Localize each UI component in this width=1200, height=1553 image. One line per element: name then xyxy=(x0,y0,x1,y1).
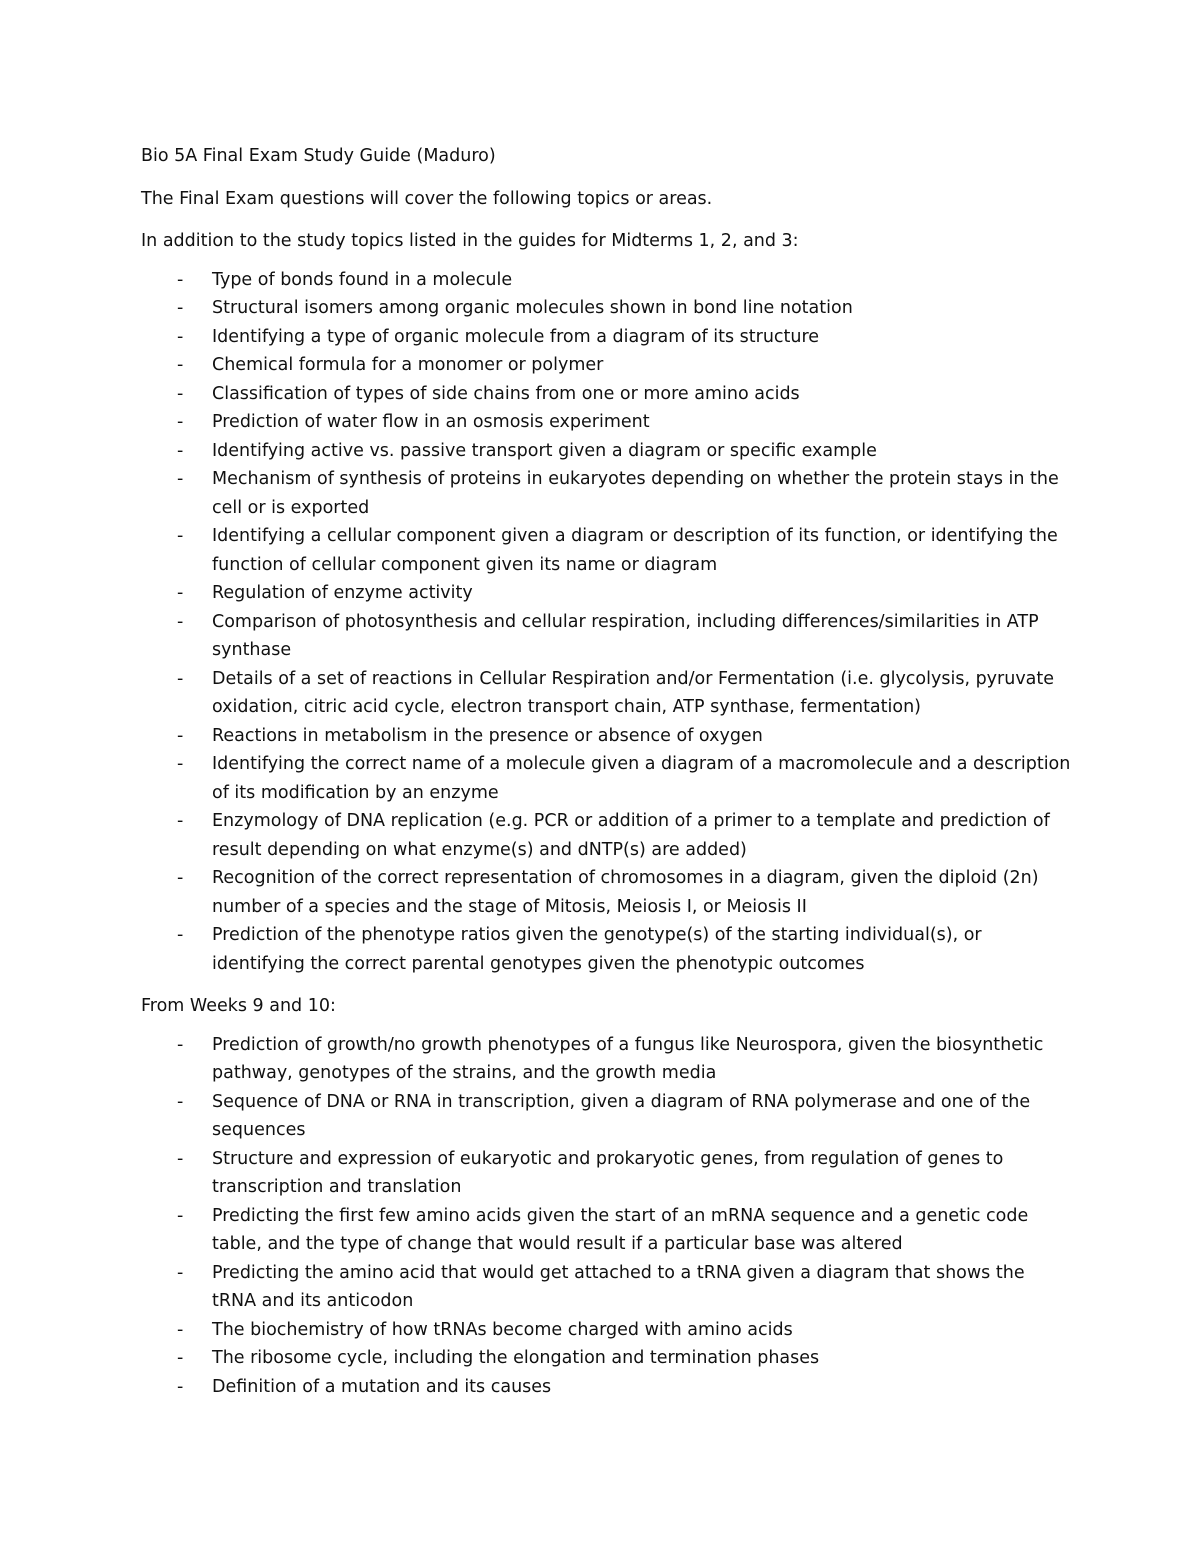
list-item xyxy=(141,437,1071,466)
list-item-text: Enzymology of DNA replication (e.g. PCR or addition of a primer to a template and prediction of result depending on what enzyme(s) and dNTP(s) are added) xyxy=(212,811,1050,860)
list-item-text: Classification of types of side chains from one or more amino acids xyxy=(212,383,800,404)
list-item-text: The ribosome cycle, including the elongation and termination phases xyxy=(212,1348,820,1368)
bullet-dash: - xyxy=(177,440,184,461)
bullet-dash: - xyxy=(177,925,184,945)
bullet-dash: - xyxy=(177,1262,184,1283)
list-item xyxy=(141,1259,1071,1316)
document-page xyxy=(141,142,1071,1415)
list-item-text: The biochemistry of how tRNAs become charged with amino acids xyxy=(212,1319,793,1340)
list-item-text: Details of a set of reactions in Cellular Respiration and/or Fermentation (i.e. glycolysis, pyruvate oxidation, citric acid cycle, electron transport chain, ATP synthase, fermentation) xyxy=(212,668,1055,717)
section2-heading: From Weeks 9 and 10: xyxy=(141,996,336,1016)
bullet-dash: - xyxy=(177,1376,184,1397)
list-item-text: Predicting the first few amino acids given the start of an mRNA sequence and a genetic code table, and the type of change that would result if a particular base was altered xyxy=(212,1205,1029,1254)
list-item xyxy=(141,722,1071,751)
list-item xyxy=(141,665,1071,722)
bullet-dash: - xyxy=(177,383,184,404)
bullet-dash: - xyxy=(177,412,184,432)
bullet-dash: - xyxy=(177,1148,184,1169)
list-item xyxy=(141,1088,1071,1145)
bullet-dash: - xyxy=(177,469,184,489)
bullet-dash: - xyxy=(177,1034,184,1055)
bullet-dash: - xyxy=(177,526,184,546)
list-item xyxy=(141,750,1071,807)
list-item-text: Prediction of water flow in an osmosis experiment xyxy=(212,412,650,432)
list-item xyxy=(141,1031,1071,1088)
list-item-text: Chemical formula for a monomer or polymer xyxy=(212,355,604,375)
list-item xyxy=(141,608,1071,665)
list-item xyxy=(141,522,1071,579)
list-item-text: Sequence of DNA or RNA in transcription, given a diagram of RNA polymerase and one of the sequences xyxy=(212,1091,1031,1140)
bullet-dash: - xyxy=(177,269,184,290)
bullet-dash: - xyxy=(177,754,184,774)
list-item xyxy=(141,921,1071,978)
list-item-text: Structural isomers among organic molecules shown in bond line notation xyxy=(212,298,853,318)
list-item-text: Type of bonds found in a molecule xyxy=(212,269,513,290)
list-item-text: Identifying active vs. passive transport given a diagram or specific example xyxy=(212,440,877,461)
list-item-text: Regulation of enzyme activity xyxy=(212,583,473,603)
list-item-text: Predicting the amino acid that would get attached to a tRNA given a diagram that shows the tRNA and its anticodon xyxy=(212,1262,1025,1311)
list-item-text: Comparison of photosynthesis and cellular respiration, including differences/similarities in ATP synthase xyxy=(212,611,1039,660)
section2-list xyxy=(141,1031,1071,1402)
list-item xyxy=(141,266,1071,295)
list-item-text: Mechanism of synthesis of proteins in eukaryotes depending on whether the protein stays in the cell or is exported xyxy=(212,469,1059,518)
list-item xyxy=(141,323,1071,352)
section1-heading: In addition to the study topics listed in the guides for Midterms 1, 2, and 3: xyxy=(141,231,799,251)
list-item xyxy=(141,465,1071,522)
list-item xyxy=(141,1316,1071,1345)
list-item xyxy=(141,1202,1071,1259)
list-item xyxy=(141,1145,1071,1202)
list-item-text: Definition of a mutation and its causes xyxy=(212,1376,552,1397)
list-item-text: Structure and expression of eukaryotic and prokaryotic genes, from regulation of genes to transcription and translation xyxy=(212,1148,1004,1197)
list-item xyxy=(141,1373,1071,1402)
bullet-dash: - xyxy=(177,868,184,888)
list-item xyxy=(141,864,1071,921)
bullet-dash: - xyxy=(177,725,184,746)
bullet-dash: - xyxy=(177,1319,184,1340)
list-item-text: Prediction of growth/no growth phenotypes of a fungus like Neurospora, given the biosynthetic pathway, genotypes of the strains, and the growth media xyxy=(212,1034,1044,1083)
list-item-text: Recognition of the correct representation of chromosomes in a diagram, given the diploid (2n) number of a species and the stage of Mitosis, Meiosis I, or Meiosis II xyxy=(212,868,1039,917)
bullet-dash: - xyxy=(177,1091,184,1112)
list-item-text: Identifying a type of organic molecule from a diagram of its structure xyxy=(212,326,820,347)
list-item xyxy=(141,1344,1071,1373)
bullet-dash: - xyxy=(177,583,184,603)
bullet-dash: - xyxy=(177,298,184,318)
list-item-text: Identifying a cellular component given a diagram or description of its function, or identifying the function of cellular component given its name or diagram xyxy=(212,526,1058,575)
bullet-dash: - xyxy=(177,355,184,375)
document-title: Bio 5A Final Exam Study Guide (Maduro) xyxy=(141,146,496,166)
list-item xyxy=(141,408,1071,437)
list-item-text: Identifying the correct name of a molecule given a diagram of a macromolecule and a description of its modification by an enzyme xyxy=(212,754,1071,803)
intro-text: The Final Exam questions will cover the following topics or areas. xyxy=(141,188,713,209)
list-item xyxy=(141,351,1071,380)
list-item xyxy=(141,294,1071,323)
list-item-text: Prediction of the phenotype ratios given the genotype(s) of the starting individual(s), or identifying the correct parental genotypes given the phenotypic outcomes xyxy=(212,925,982,974)
list-item xyxy=(141,579,1071,608)
section1-list xyxy=(141,266,1071,979)
list-item xyxy=(141,807,1071,864)
bullet-dash: - xyxy=(177,1348,184,1368)
bullet-dash: - xyxy=(177,326,184,347)
bullet-dash: - xyxy=(177,611,184,632)
list-item-text: Reactions in metabolism in the presence or absence of oxygen xyxy=(212,725,763,746)
list-item xyxy=(141,380,1071,409)
bullet-dash: - xyxy=(177,1205,184,1226)
bullet-dash: - xyxy=(177,811,184,831)
bullet-dash: - xyxy=(177,668,184,689)
